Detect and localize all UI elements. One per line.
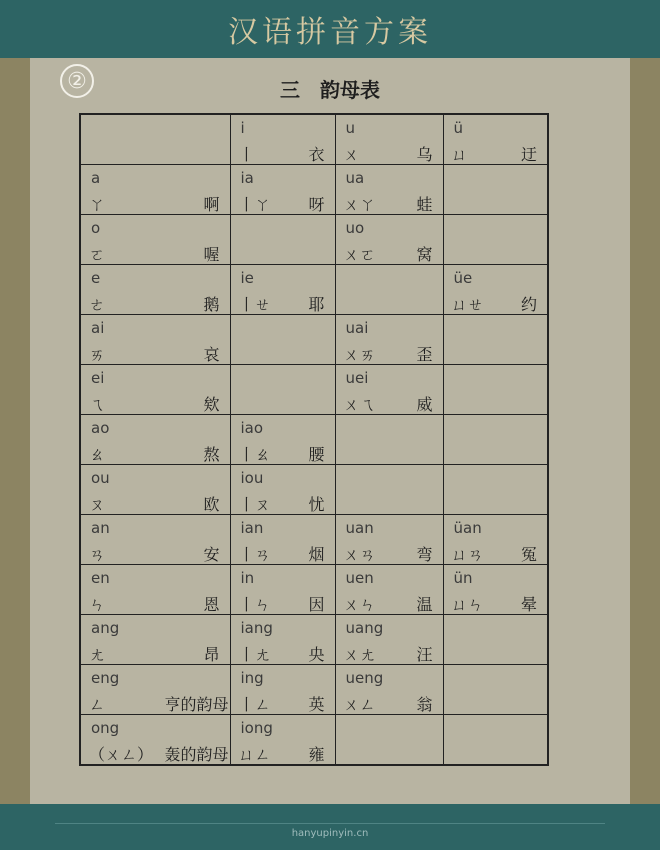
- zhuyin-label: ㄨㄥ: [343, 695, 376, 714]
- example-character: 翁: [416, 695, 433, 714]
- table-cell: [443, 315, 548, 365]
- zhuyin-label: ㄨㄞ: [343, 345, 376, 364]
- table-cell: [230, 215, 335, 265]
- table-cell: [80, 315, 230, 365]
- table-cell: [335, 565, 443, 615]
- zhuyin-label: ㄠ: [89, 445, 106, 464]
- zhuyin-label: 丨ㄚ: [238, 195, 271, 214]
- table-row: [80, 265, 548, 315]
- zhuyin-label: 丨ㄥ: [238, 695, 271, 714]
- pinyin-label: ong: [91, 719, 120, 737]
- zhuyin-label: ㄜ: [89, 295, 106, 314]
- pinyin-label: i: [240, 119, 245, 137]
- pinyin-label: ü: [453, 119, 464, 137]
- pinyin-label: ian: [240, 519, 264, 537]
- table-cell: [335, 415, 443, 465]
- table-cell: [230, 615, 335, 665]
- zhuyin-label: 丨: [238, 145, 255, 164]
- header-bar: [0, 0, 660, 58]
- table-cell: [80, 515, 230, 565]
- table-cell: [80, 415, 230, 465]
- example-character: 忧: [308, 495, 325, 514]
- page-number-badge: ②: [60, 64, 94, 98]
- pinyin-label: en: [91, 569, 110, 587]
- pinyin-label: ou: [91, 469, 110, 487]
- pinyin-label: o: [91, 219, 101, 237]
- table-cell: [80, 265, 230, 315]
- example-character: 腰: [308, 445, 325, 464]
- example-character: 欸: [203, 395, 220, 414]
- pinyin-label: iou: [240, 469, 264, 487]
- zhuyin-label: ㄨㄤ: [343, 645, 376, 664]
- table-cell: [80, 165, 230, 215]
- table-cell: [443, 715, 548, 766]
- zhuyin-label: ㄩ: [451, 145, 468, 164]
- example-character: 因: [308, 595, 325, 614]
- example-character: 冤: [520, 545, 537, 564]
- table-row: [80, 565, 548, 615]
- example-character: 窝: [416, 245, 433, 264]
- example-character: 乌: [416, 145, 433, 164]
- table-cell: [335, 114, 443, 165]
- example-character: 轰的韵母: [164, 745, 229, 764]
- pinyin-label: uen: [345, 569, 374, 587]
- table-cell: [230, 465, 335, 515]
- table-row: [80, 114, 548, 165]
- table-cell: [80, 615, 230, 665]
- table-row: [80, 465, 548, 515]
- zhuyin-label: ㄩㄢ: [451, 545, 484, 564]
- table-row: [80, 715, 548, 766]
- example-character: 呀: [308, 195, 325, 214]
- pinyin-label: ün: [453, 569, 473, 587]
- table-cell: [230, 165, 335, 215]
- table-cell: [80, 665, 230, 715]
- example-character: 央: [308, 645, 325, 664]
- zhuyin-label: ㄥ: [89, 695, 106, 714]
- table-row: [80, 515, 548, 565]
- table-cell: [80, 715, 230, 766]
- table-cell: [335, 315, 443, 365]
- table-cell: [230, 565, 335, 615]
- footer-divider: [55, 823, 605, 824]
- table-row: [80, 315, 548, 365]
- footer-bar: [0, 804, 660, 850]
- pinyin-label: ai: [91, 319, 105, 337]
- example-character: 英: [308, 695, 325, 714]
- example-character: 欧: [203, 495, 220, 514]
- table-cell: [230, 715, 335, 766]
- table-cell: [335, 215, 443, 265]
- table-cell: [230, 114, 335, 165]
- zhuyin-label: （ㄨㄥ）: [89, 745, 154, 764]
- example-character: 雍: [308, 745, 325, 764]
- zhuyin-label: ㄨㄣ: [343, 595, 376, 614]
- zhuyin-label: ㄨㄚ: [343, 195, 376, 214]
- table-cell: [443, 415, 548, 465]
- zhuyin-label: ㄨㄟ: [343, 395, 376, 414]
- pinyin-label: iong: [240, 719, 273, 737]
- example-character: 歪: [416, 345, 433, 364]
- zhuyin-label: ㄤ: [89, 645, 106, 664]
- zhuyin-label: ㄨㄢ: [343, 545, 376, 564]
- table-cell: [335, 665, 443, 715]
- section-title: 三 韵母表: [280, 78, 380, 102]
- table-row: [80, 165, 548, 215]
- pinyin-label: in: [240, 569, 255, 587]
- example-character: 恩: [203, 595, 220, 614]
- table-cell: [335, 365, 443, 415]
- table-cell: [443, 465, 548, 515]
- pinyin-label: iang: [240, 619, 273, 637]
- zhuyin-label: 丨ㄠ: [238, 445, 271, 464]
- pinyin-label: üan: [453, 519, 482, 537]
- table-cell: [80, 565, 230, 615]
- zhuyin-label: ㄣ: [89, 595, 106, 614]
- zhuyin-label: ㄚ: [89, 195, 106, 214]
- example-character: 亨的韵母: [164, 695, 229, 714]
- zhuyin-label: 丨ㄝ: [238, 295, 271, 314]
- zhuyin-label: 丨ㄤ: [238, 645, 271, 664]
- zhuyin-label: 丨ㄣ: [238, 595, 271, 614]
- pinyin-label: ing: [240, 669, 264, 687]
- table-row: [80, 415, 548, 465]
- table-cell: [443, 665, 548, 715]
- table-cell: [80, 114, 230, 165]
- table-cell: [335, 265, 443, 315]
- pinyin-label: ueng: [345, 669, 384, 687]
- pinyin-label: iao: [240, 419, 264, 437]
- example-character: 鹅: [203, 295, 220, 314]
- table-cell: [230, 665, 335, 715]
- table-cell: [335, 515, 443, 565]
- table-row: [80, 365, 548, 415]
- pinyin-label: ei: [91, 369, 105, 387]
- table-cell: [80, 365, 230, 415]
- zhuyin-label: ㄨ: [343, 145, 360, 164]
- example-character: 安: [203, 545, 220, 564]
- pinyin-label: e: [91, 269, 101, 287]
- finals-table: [79, 113, 549, 766]
- pinyin-label: eng: [91, 669, 120, 687]
- pinyin-label: uai: [345, 319, 369, 337]
- footer-site-link[interactable]: hanyupinyin.cn: [291, 828, 369, 839]
- table-cell: [230, 415, 335, 465]
- table-cell: [443, 615, 548, 665]
- example-character: 蛙: [416, 195, 433, 214]
- pinyin-label: uei: [345, 369, 369, 387]
- example-character: 弯: [416, 545, 433, 564]
- table-cell: [230, 365, 335, 415]
- table-cell: [335, 715, 443, 766]
- table-cell: [230, 515, 335, 565]
- pinyin-label: a: [91, 169, 101, 187]
- zhuyin-label: ㄩㄥ: [238, 745, 271, 764]
- pinyin-label: ua: [345, 169, 365, 187]
- example-character: 晕: [520, 595, 537, 614]
- pinyin-label: ia: [240, 169, 254, 187]
- zhuyin-label: ㄡ: [89, 495, 106, 514]
- example-character: 啊: [203, 195, 220, 214]
- table-cell: [335, 165, 443, 215]
- pinyin-label: uang: [345, 619, 384, 637]
- example-character: 约: [520, 295, 537, 314]
- example-character: 迂: [520, 145, 537, 164]
- table-cell: [230, 315, 335, 365]
- example-character: 烟: [308, 545, 325, 564]
- table-cell: [335, 615, 443, 665]
- table-row: [80, 615, 548, 665]
- pinyin-label: uo: [345, 219, 365, 237]
- table-row: [80, 215, 548, 265]
- page-title: 汉语拼音方案: [228, 15, 432, 50]
- pinyin-label: an: [91, 519, 110, 537]
- table-cell: [80, 465, 230, 515]
- table-cell: [443, 215, 548, 265]
- table-cell: [443, 165, 548, 215]
- example-character: 威: [416, 395, 433, 414]
- pinyin-label: u: [345, 119, 356, 137]
- pinyin-label: uan: [345, 519, 374, 537]
- pinyin-label: üe: [453, 269, 473, 287]
- table-cell: [80, 215, 230, 265]
- zhuyin-label: ㄩㄣ: [451, 595, 484, 614]
- pinyin-label: ang: [91, 619, 120, 637]
- pinyin-label: ao: [91, 419, 110, 437]
- zhuyin-label: ㄢ: [89, 545, 106, 564]
- zhuyin-label: ㄩㄝ: [451, 295, 484, 314]
- zhuyin-label: ㄟ: [89, 395, 106, 414]
- example-character: 温: [416, 595, 433, 614]
- example-character: 衣: [308, 145, 325, 164]
- example-character: 喔: [203, 245, 220, 264]
- pinyin-label: ie: [240, 269, 254, 287]
- zhuyin-label: ㄛ: [89, 245, 106, 264]
- example-character: 哀: [203, 345, 220, 364]
- zhuyin-label: 丨ㄡ: [238, 495, 271, 514]
- zhuyin-label: 丨ㄢ: [238, 545, 271, 564]
- table-cell: [335, 465, 443, 515]
- zhuyin-label: ㄨㄛ: [343, 245, 376, 264]
- table-cell: [443, 515, 548, 565]
- table-cell: [443, 365, 548, 415]
- example-character: 耶: [308, 295, 325, 314]
- table-row: [80, 665, 548, 715]
- zhuyin-label: ㄞ: [89, 345, 106, 364]
- table-cell: [443, 565, 548, 615]
- table-cell: [443, 265, 548, 315]
- table-cell: [230, 265, 335, 315]
- example-character: 汪: [416, 645, 433, 664]
- example-character: 昂: [203, 645, 220, 664]
- table-cell: [443, 114, 548, 165]
- example-character: 熬: [203, 445, 220, 464]
